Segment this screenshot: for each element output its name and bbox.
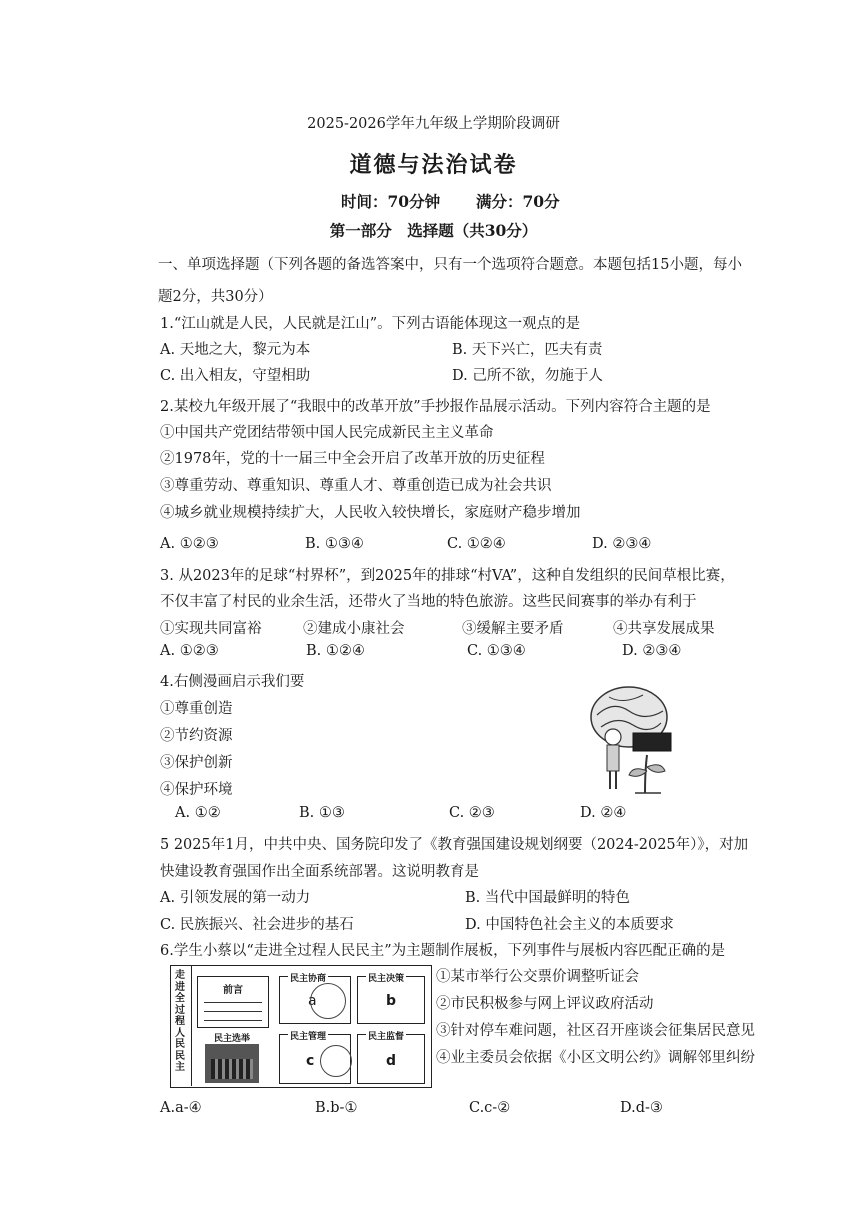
section-heading-line2: 题2分，共30分） [158, 289, 273, 305]
q3-stem-line1: 3. 从2023年的足球“村界杯”，到2025年的排球“村VA”，这种自发组织的民间草根比赛， [160, 568, 735, 584]
q4-item-2: ②节约资源 [160, 728, 233, 744]
board-decide-label: 民主决策 [366, 971, 406, 984]
q4-option-c[interactable]: C. ②③ [449, 805, 495, 821]
q6-item-3: ③针对停车难问题，社区召开座谈会征集居民意见 [436, 1023, 755, 1039]
board-side-char: 民 [175, 1039, 185, 1050]
q6-stem: 6.学生小蔡以“走进全过程人民民主”为主题制作展板，下列事件与展板内容匹配正确的是 [160, 943, 726, 959]
q5-option-b[interactable]: B. 当代中国最鲜明的特色 [465, 890, 630, 906]
q2-item-1: ①中国共产党团结带领中国人民完成新民主主义革命 [160, 425, 494, 441]
board-side-char: 主 [175, 1062, 185, 1073]
q6-option-c[interactable]: C.c-② [469, 1100, 511, 1116]
board-side-char: 全 [175, 993, 185, 1004]
q2-option-a[interactable]: A. ①②③ [160, 536, 219, 552]
cartoon-illustration [583, 675, 679, 797]
q4-item-1: ①尊重创造 [160, 701, 233, 717]
section-heading-line1: 一、单项选择题（下列各题的备选答案中，只有一个选项符合题意。本题包括15小题，每小 [158, 257, 742, 273]
q1-option-c[interactable]: C. 出入相友，守望相助 [160, 368, 311, 384]
q3-item-4: ④共享发展成果 [613, 621, 715, 637]
board-panel-d [357, 1034, 425, 1084]
q6-option-d[interactable]: D.d-③ [620, 1100, 663, 1116]
board-letter-a: a [308, 993, 317, 1009]
board-panel-b [357, 976, 425, 1024]
board-election-label: 民主选举 [205, 1031, 259, 1044]
q5-stem-line1: 5 2025年1月，中共中央、国务院印发了《教育强国建设规划纲要（2024-2025年）》，对加 [160, 837, 749, 853]
q4-stem: 4.右侧漫画启示我们要 [160, 674, 305, 690]
q2-item-3: ③尊重劳动、尊重知识、尊重人才、尊重创造已成为社会共识 [160, 478, 552, 494]
q3-item-1: ①实现共同富裕 [160, 621, 262, 637]
q3-option-c[interactable]: C. ①③④ [467, 643, 526, 659]
q2-option-d[interactable]: D. ②③④ [592, 536, 652, 552]
q2-item-4: ④城乡就业规模持续扩大，人民收入较快增长，家庭财产稳步增加 [160, 505, 581, 521]
q5-stem-line2: 快建设教育强国作出全面系统部署。这说明教育是 [160, 864, 479, 880]
q1-option-d[interactable]: D. 己所不欲，勿施于人 [452, 368, 603, 384]
q2-stem: 2.某校九年级开展了“我眼中的改革开放”手抄报作品展示活动。下列内容符合主题的是 [160, 399, 711, 415]
q5-option-c[interactable]: C. 民族振兴、社会进步的基石 [160, 917, 354, 933]
year-line: 2025-2026学年九年级上学期阶段调研 [307, 116, 560, 132]
board-manage-label: 民主管理 [288, 1029, 328, 1042]
board-side-char: 程 [175, 1016, 185, 1027]
board-side-char: 民 [175, 1050, 185, 1062]
board-side-char: 过 [175, 1004, 185, 1016]
board-consult-label: 民主协商 [288, 971, 328, 984]
q6-item-1: ①某市举行公交票价调整听证会 [436, 969, 639, 985]
board-letter-c: c [306, 1053, 315, 1069]
board-preface-label: 前言 [223, 985, 243, 996]
board-preface-panel [197, 976, 269, 1028]
board-panel-a [279, 976, 351, 1024]
board-letter-d: d [386, 1053, 397, 1069]
page-title: 道德与法治试卷 [349, 152, 518, 178]
q1-stem: 1.“江山就是人民，人民就是江山”。下列古语能体现这一观点的是 [160, 316, 581, 332]
board-panel-c [279, 1034, 351, 1084]
board-side-char: 走 [175, 970, 185, 981]
q5-option-a[interactable]: A. 引领发展的第一动力 [160, 890, 311, 906]
q6-item-2: ②市民积极参与网上评议政府活动 [436, 996, 654, 1012]
q3-item-2: ②建成小康社会 [303, 621, 405, 637]
q4-item-3: ③保护创新 [160, 755, 233, 771]
q3-option-d[interactable]: D. ②③④ [622, 643, 682, 659]
q2-item-2: ②1978年，党的十一届三中全会开启了改革开放的历史征程 [160, 451, 545, 467]
q2-option-b[interactable]: B. ①③④ [305, 536, 364, 552]
q6-option-a[interactable]: A.a-④ [160, 1100, 202, 1116]
q1-option-b[interactable]: B. 天下兴亡，匹夫有责 [452, 342, 603, 358]
exhibit-board [170, 965, 432, 1088]
part-title: 第一部分 选择题（共30分） [329, 221, 538, 240]
q4-option-a[interactable]: A. ①② [175, 805, 221, 821]
q4-item-4: ④保护环境 [160, 782, 233, 798]
board-side-char: 人 [175, 1027, 185, 1039]
q5-option-d[interactable]: D. 中国特色社会主义的本质要求 [465, 917, 674, 933]
q1-option-a[interactable]: A. 天地之大，黎元为本 [160, 342, 311, 358]
board-side-title [175, 970, 189, 1074]
board-side-char: 进 [175, 981, 185, 993]
q6-item-4: ④业主委员会依据《小区文明公约》调解邻里纠纷 [436, 1050, 755, 1066]
q2-option-c[interactable]: C. ①②④ [447, 536, 506, 552]
q3-stem-line2: 不仅丰富了村民的业余生活，还带火了当地的特色旅游。这些民间赛事的举办有利于 [160, 594, 697, 610]
q3-item-3: ③缓解主要矛盾 [462, 621, 564, 637]
q4-option-d[interactable]: D. ②④ [580, 805, 627, 821]
q3-option-b[interactable]: B. ①②④ [306, 643, 365, 659]
q6-option-b[interactable]: B.b-① [315, 1100, 358, 1116]
board-letter-b: b [386, 993, 397, 1009]
board-election-photo [205, 1031, 259, 1083]
q4-option-b[interactable]: B. ①③ [299, 805, 345, 821]
exam-score: 满分：70分 [476, 192, 560, 211]
board-supervise-label: 民主监督 [366, 1029, 406, 1042]
q3-option-a[interactable]: A. ①②③ [160, 643, 219, 659]
exam-time: 时间：70分钟 [341, 192, 441, 211]
